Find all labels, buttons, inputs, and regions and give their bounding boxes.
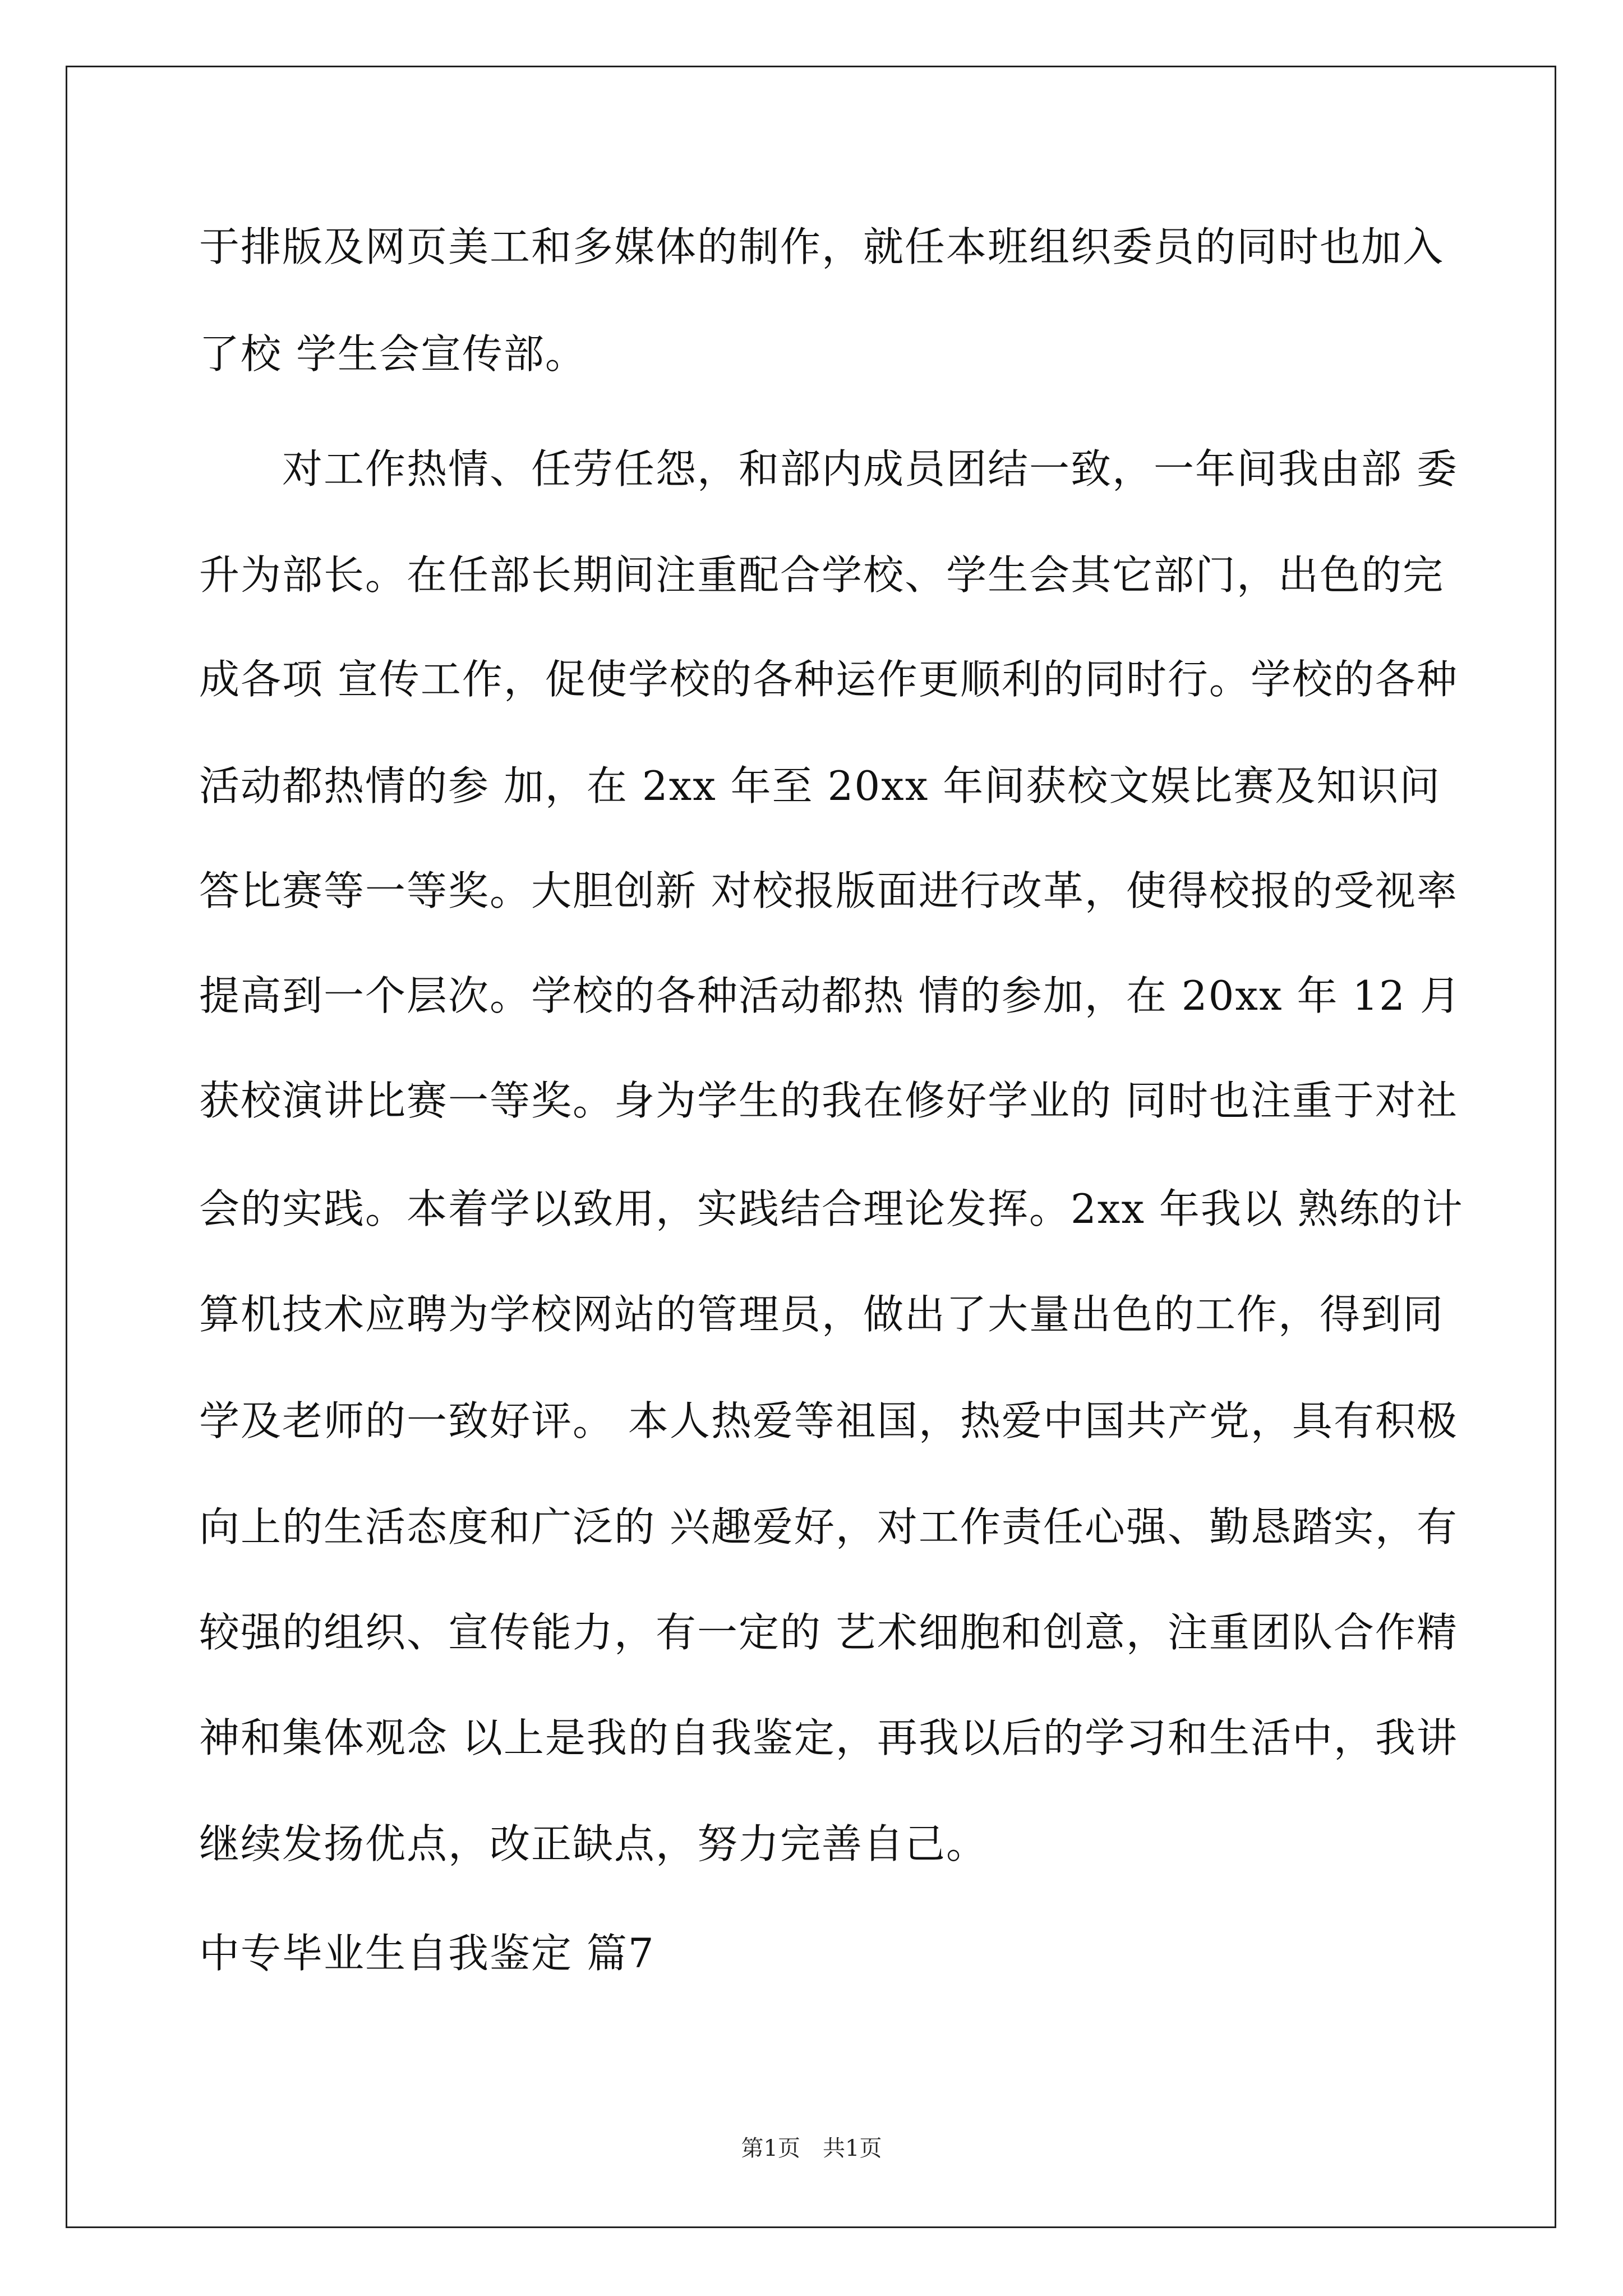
text-line: 神和集体观念 以上是我的自我鉴定，再我以后的学习和生活中，我讲 <box>199 1714 1458 1761</box>
text-line: 较强的组织、宣传能力，有一定的 艺术细胞和创意，注重团队合作精 <box>199 1609 1458 1656</box>
text-line: 对工作热情、任劳任怨，和部内成员团结一致，一年间我由部 委 <box>199 445 1458 493</box>
text-line: 学及老师的一致好评。 本人热爱等祖国，热爱中国共产党，具有积极 <box>199 1397 1458 1444</box>
text-line: 会的实践。本着学以致用，实践结合理论发挥。2xx 年我以 熟练的计 <box>199 1185 1464 1232</box>
text-line: 继续发扬优点，改正缺点，努力完善自己。 <box>199 1820 988 1867</box>
text-line: 了校 学生会宣传部。 <box>199 330 587 378</box>
text-line: 成各项 宣传工作，促使学校的各种运作更顺利的同时行。学校的各种 <box>199 656 1458 703</box>
page-border <box>66 66 1556 2228</box>
text-line: 于排版及网页美工和多媒体的制作，就任本班组织委员的同时也加入 <box>199 223 1445 270</box>
section-heading: 中专毕业生自我鉴定 篇7 <box>199 1930 655 1977</box>
text-line: 升为部长。在任部长期间注重配合学校、学生会其它部门，出色的完 <box>199 551 1445 599</box>
text-line: 算机技术应聘为学校网站的管理员，做出了大量出色的工作，得到同 <box>199 1291 1445 1338</box>
text-line: 获校演讲比赛一等奖。身为学生的我在修好学业的 同时也注重于对社 <box>199 1077 1458 1124</box>
text-line: 提高到一个层次。学校的各种活动都热 情的参加，在 20xx 年 12 月 <box>199 972 1461 1019</box>
text-line: 活动都热情的参 加，在 2xx 年至 20xx 年间获校文娱比赛及知识问 <box>199 762 1441 809</box>
page-footer: 第1页 共1页 <box>741 2136 882 2161</box>
text-line: 向上的生活态度和广泛的 兴趣爱好，对工作责任心强、勤恳踏实，有 <box>199 1503 1458 1550</box>
text-line: 答比赛等一等奖。大胆创新 对校报版面进行改革，使得校报的受视率 <box>199 867 1458 914</box>
